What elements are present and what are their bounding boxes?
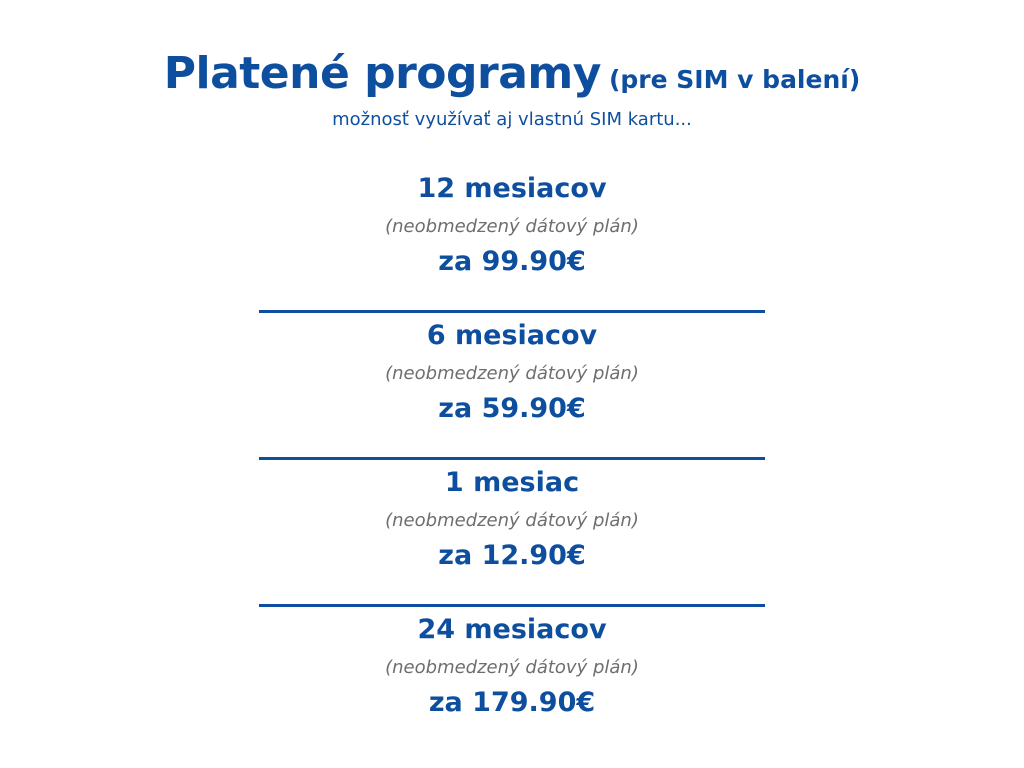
tagline: možnosť využívať aj vlastnú SIM kartu... (332, 109, 692, 130)
plan-name: 24 mesiacov (417, 614, 607, 645)
plan-name: 1 mesiac (444, 467, 580, 498)
plan-list (0, 166, 1024, 751)
page-title: Platené programy (163, 48, 601, 99)
plan-description: (neobmedzený dátový plán) (385, 510, 639, 531)
plan-item-1-month (0, 460, 1024, 604)
plan-price: za 99.90€ (438, 246, 586, 277)
plan-name: 6 mesiacov (426, 320, 598, 351)
plan-description: (neobmedzený dátový plán) (385, 657, 639, 678)
plan-item-6-months (0, 313, 1024, 457)
plan-description: (neobmedzený dátový plán) (385, 363, 639, 384)
plan-price: za 179.90€ (428, 687, 596, 718)
plan-name: 12 mesiacov (417, 173, 607, 204)
page-header (0, 48, 1024, 130)
plan-price: za 12.90€ (438, 540, 586, 571)
plan-item-12-months (0, 166, 1024, 310)
page-subtitle: (pre SIM v balení) (608, 65, 861, 94)
plan-description: (neobmedzený dátový plán) (385, 216, 639, 237)
plan-item-24-months (0, 607, 1024, 751)
plan-price: za 59.90€ (438, 393, 586, 424)
title-line (0, 48, 1024, 99)
